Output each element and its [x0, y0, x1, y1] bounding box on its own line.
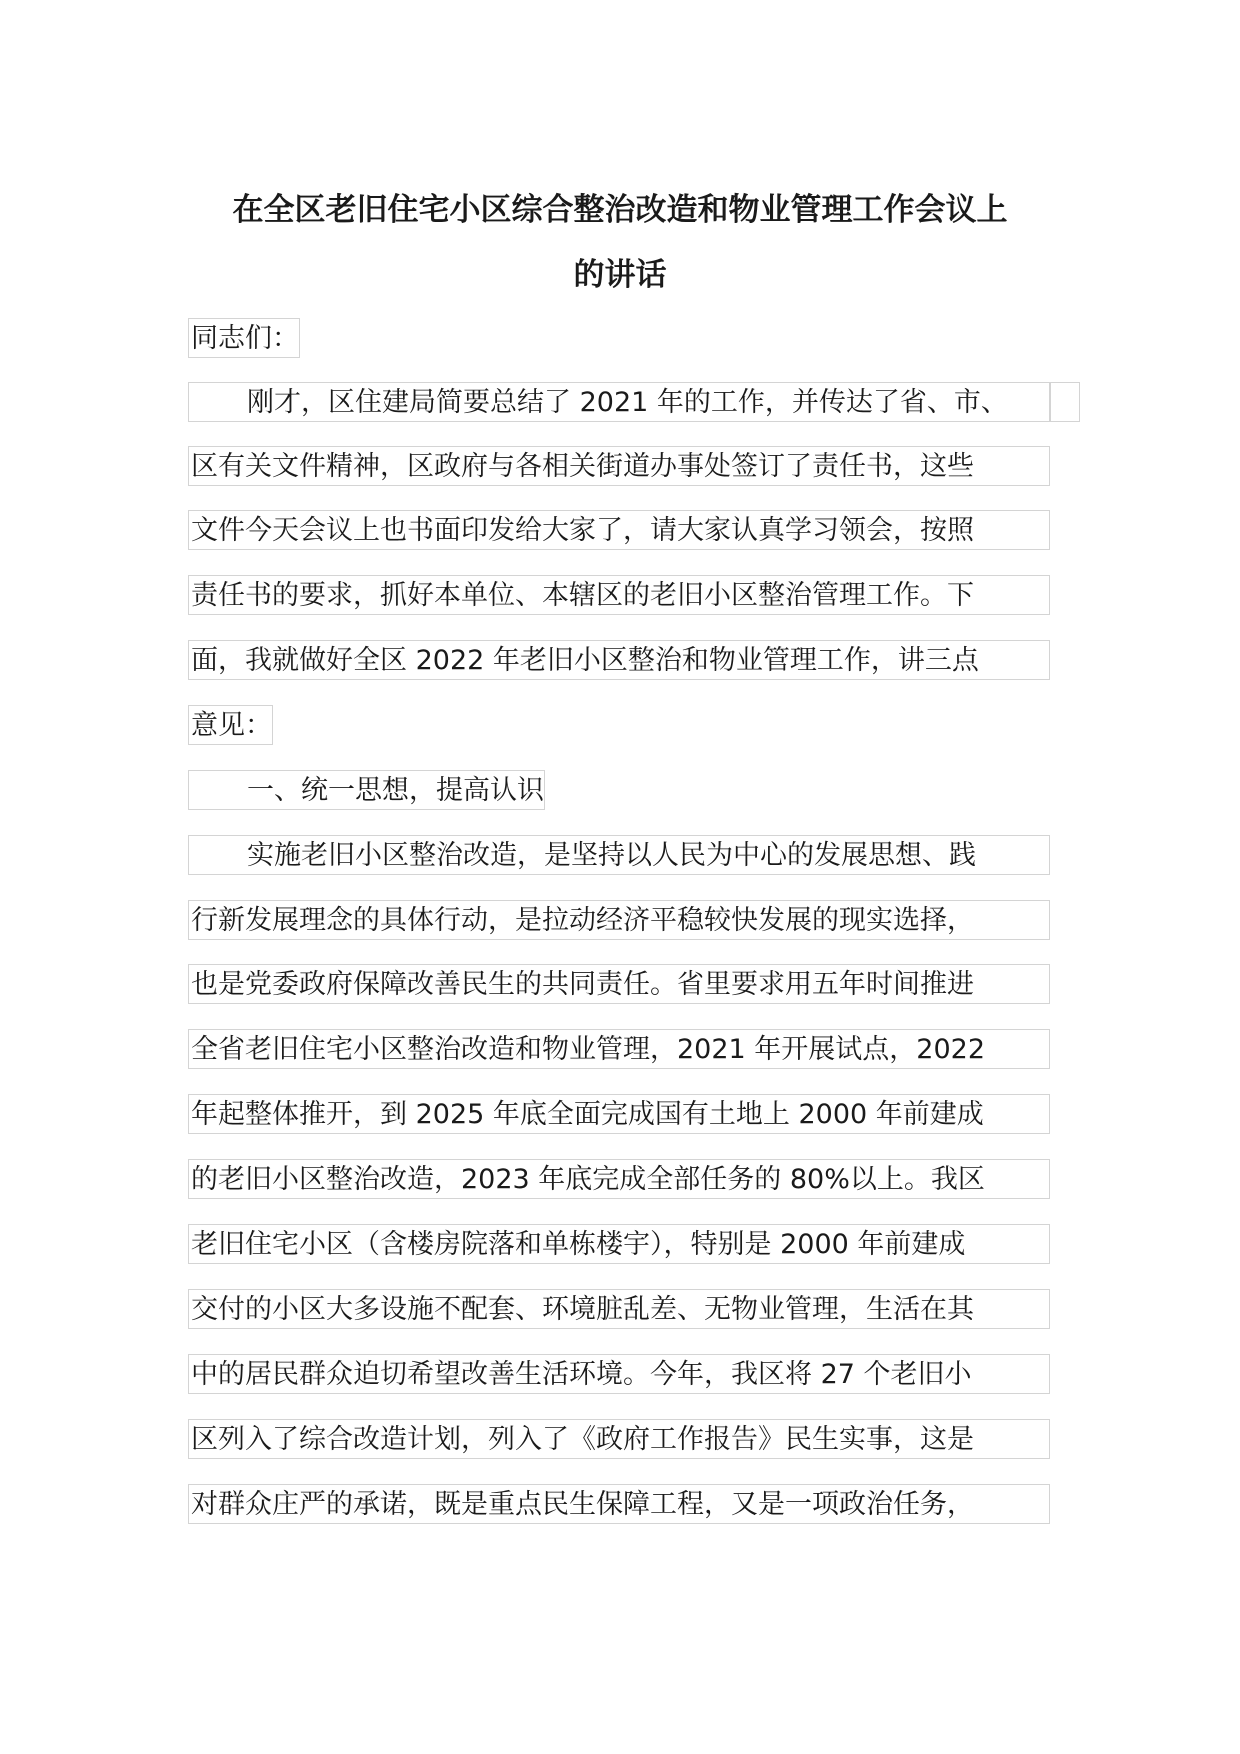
paragraph-line: 责任书的要求，抓好本单位、本辖区的老旧小区整治管理工作。下: [188, 575, 1050, 615]
paragraph-line: 年起整体推开，到 2025 年底全面完成国有土地上 2000 年前建成: [188, 1094, 1050, 1134]
salutation: 同志们：: [188, 318, 300, 358]
paragraph-line: 的老旧小区整治改造，2023 年底完成全部任务的 80%以上。我区: [188, 1159, 1050, 1199]
paragraph-line: 交付的小区大多设施不配套、环境脏乱差、无物业管理，生活在其: [188, 1289, 1050, 1329]
paragraph-line: 区列入了综合改造计划，列入了《政府工作报告》民生实事，这是: [188, 1419, 1050, 1459]
paragraph-line: 文件今天会议上也书面印发给大家了，请大家认真学习领会，按照: [188, 510, 1050, 550]
paragraph-line: 行新发展理念的具体行动，是拉动经济平稳较快发展的现实选择，: [188, 900, 1050, 940]
paragraph-line: 意见：: [188, 705, 273, 745]
paragraph-line: 实施老旧小区整治改造，是坚持以人民为中心的发展思想、践: [188, 835, 1050, 875]
paragraph-line: 全省老旧住宅小区整治改造和物业管理，2021 年开展试点，2022: [188, 1029, 1050, 1069]
document-title-line-2: 的讲话: [573, 257, 667, 293]
line-overflow-box: [1050, 382, 1080, 422]
document-title-line-1: 在全区老旧住宅小区综合整治改造和物业管理工作会议上: [232, 192, 1008, 228]
paragraph-line: 也是党委政府保障改善民生的共同责任。省里要求用五年时间推进: [188, 964, 1050, 1004]
paragraph-line: 面，我就做好全区 2022 年老旧小区整治和物业管理工作，讲三点: [188, 640, 1050, 680]
paragraph-line: 对群众庄严的承诺，既是重点民生保障工程，又是一项政治任务，: [188, 1484, 1050, 1524]
section-heading: 一、统一思想，提高认识: [188, 770, 545, 810]
paragraph-line: 老旧住宅小区（含楼房院落和单栋楼宇），特别是 2000 年前建成: [188, 1224, 1050, 1264]
paragraph-line: 中的居民群众迫切希望改善生活环境。今年，我区将 27 个老旧小: [188, 1354, 1050, 1394]
paragraph-line: 区有关文件精神，区政府与各相关街道办事处签订了责任书，这些: [188, 446, 1050, 486]
paragraph-line: 刚才，区住建局简要总结了 2021 年的工作，并传达了省、市、: [188, 382, 1050, 422]
